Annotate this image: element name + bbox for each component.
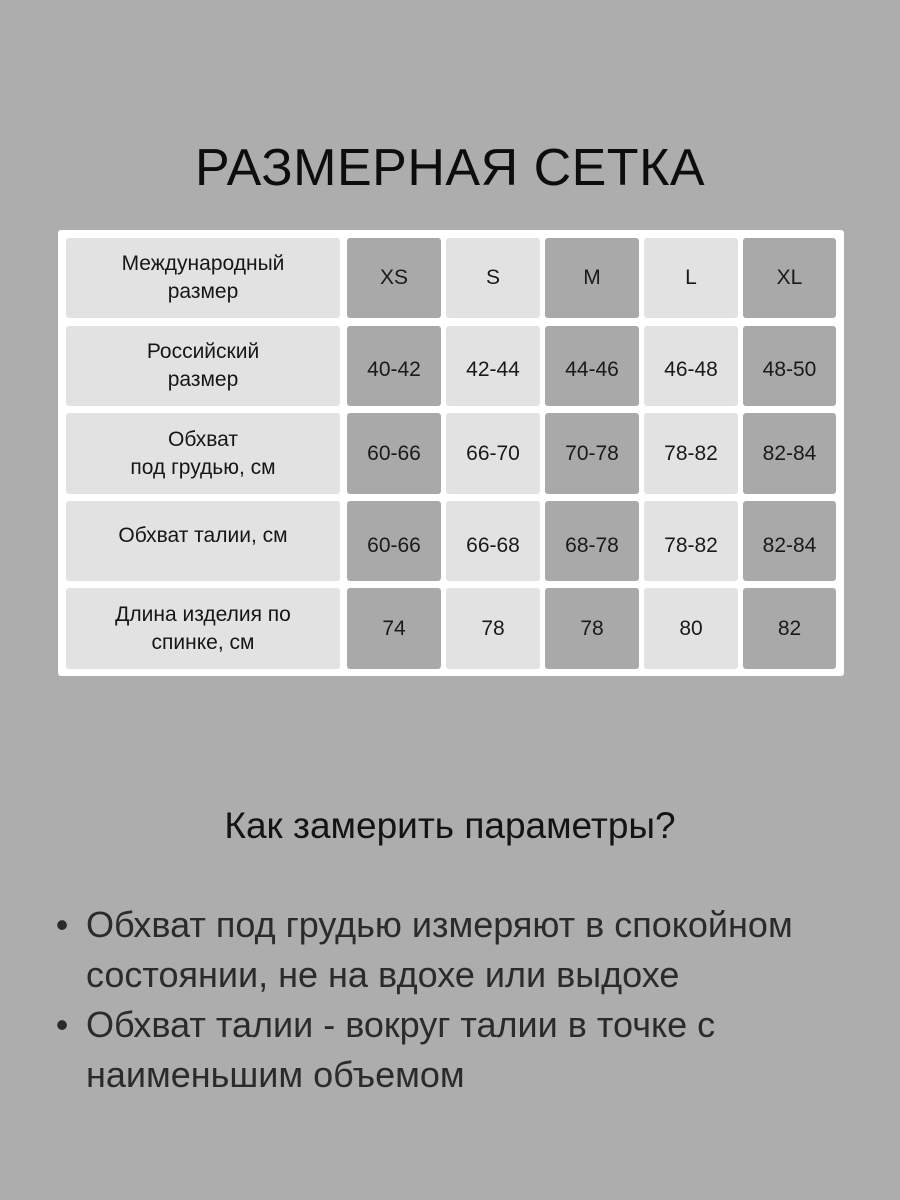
table-cell: 78	[446, 588, 540, 669]
row-label-international-size: Международный размер	[66, 238, 340, 318]
bullet-icon: •	[55, 1004, 69, 1045]
table-cell: XS	[347, 238, 441, 318]
table-cell: 78-82	[644, 413, 738, 494]
row-label-back-length: Длина изделия по спинке, см	[66, 588, 340, 669]
table-cell: 68-78	[545, 501, 639, 581]
table-cell: 74	[347, 588, 441, 669]
list-item	[52, 1000, 882, 1100]
row-label-underbust: Обхват под грудью, см	[66, 413, 340, 494]
table-cell: 80	[644, 588, 738, 669]
table-cell: L	[644, 238, 738, 318]
table-cell: 66-70	[446, 413, 540, 494]
row-label-russian-size: Российский размер	[66, 326, 340, 406]
list-item	[52, 900, 882, 1000]
size-table	[58, 230, 844, 676]
table-cell: 44-46	[545, 326, 639, 406]
table-cell: 42-44	[446, 326, 540, 406]
howto-heading: Как замерить параметры?	[224, 805, 676, 846]
table-cell: M	[545, 238, 639, 318]
table-cell: 46-48	[644, 326, 738, 406]
list-item-text: Обхват талии - вокруг талии в точке с наименьшим объемом	[86, 1004, 716, 1095]
table-cell: S	[446, 238, 540, 318]
table-cell: 82	[743, 588, 836, 669]
howto-list	[52, 900, 882, 1100]
table-cell: 60-66	[347, 413, 441, 494]
table-cell: 78	[545, 588, 639, 669]
table-cell: 60-66	[347, 501, 441, 581]
table-cell: 40-42	[347, 326, 441, 406]
page-title: РАЗМЕРНАЯ СЕТКА	[194, 139, 706, 197]
table-cell: 66-68	[446, 501, 540, 581]
table-cell: 82-84	[743, 413, 836, 494]
table-cell: 78-82	[644, 501, 738, 581]
table-cell: XL	[743, 238, 836, 318]
bullet-icon: •	[55, 904, 69, 945]
table-cell: 48-50	[743, 326, 836, 406]
table-cell: 70-78	[545, 413, 639, 494]
list-item-text: Обхват под грудью измеряют в спокойном состоянии, не на вдохе или выдохе	[86, 904, 793, 995]
row-label-waist: Обхват талии, см	[66, 501, 340, 581]
table-cell: 82-84	[743, 501, 836, 581]
